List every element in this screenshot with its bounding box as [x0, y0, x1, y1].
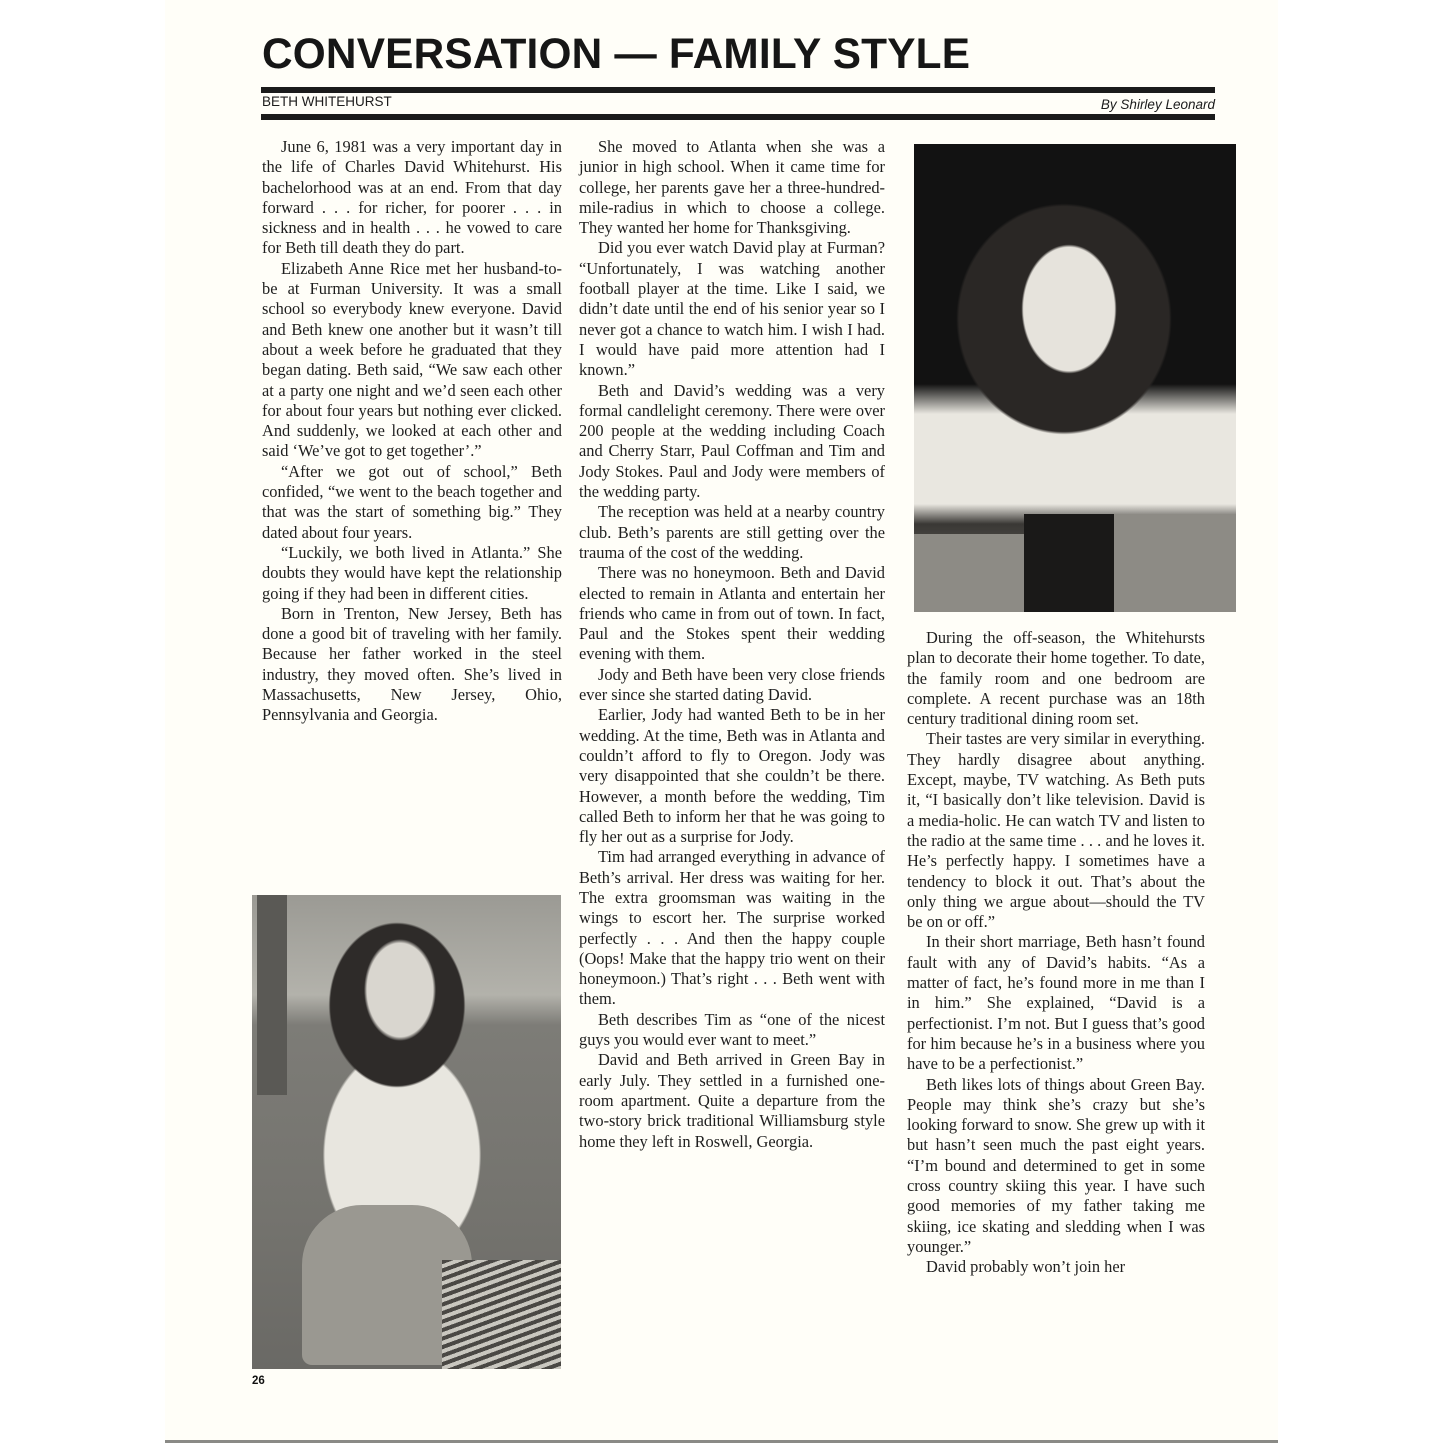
header-rule-top	[261, 87, 1215, 93]
photo-beth-seated-outdoors	[252, 895, 561, 1369]
paragraph: Beth and David’s wedding was a very formal candlelight ceremony. There were over 200 people at the wedding including Coach and Cherry Starr, Paul Coffman and Tim and Jody Stokes. Paul and Jody were members of the wedding party.	[579, 380, 885, 502]
paragraph: Born in Trenton, New Jersey, Beth has done a good bit of traveling with her family. Because her father worked in the steel industry, they moved often. She’s lived in Massachusetts, New Jersey, Ohio, Pennsylvania and Georgia.	[262, 603, 562, 725]
paragraph: Tim had arranged everything in advance of Beth’s arrival. Her dress was waiting for her. The extra groomsman was waiting in the wings to escort her. The surprise worked perfectly . . . And then the happy couple (Oops! Make that the happy trio went on their honeymoon.) That’s right . . . Beth went with them.	[579, 847, 885, 1009]
text-column-3	[907, 628, 1205, 1278]
paragraph: “Luckily, we both lived in Atlanta.” She doubts they would have kept the relationship going if they had been in different cities.	[262, 542, 562, 603]
paragraph: David and Beth arrived in Green Bay in early July. They settled in a furnished one-room apartment. Quite a departure from the two-story brick traditional Williamsburg style home they left in Roswell, Georgia.	[579, 1050, 885, 1151]
paragraph: Elizabeth Anne Rice met her husband-to-be at Furman University. It was a small school so everybody knew everyone. David and Beth knew one another but it wasn’t till about a week before he graduated that they began dating. Beth said, “We saw each other at a party one night and we’d seen each other for about four years but nothing ever clicked. And suddenly, we looked at each other and said ‘We’ve got to get together’.”	[262, 258, 562, 461]
photo-log	[442, 1260, 561, 1369]
header-rule-bottom	[261, 114, 1215, 120]
paragraph: Did you ever watch David play at Furman? “Unfortunately, I was watching another football player at the time. Like I said, we didn’t date until the end of his senior year so I never got a chance to watch him. I wish I had. I would have paid more attention had I known.”	[579, 238, 885, 380]
paragraph: During the off-season, the Whitehursts plan to decorate their home together. To date, the family room and one bedroom are complete. A recent purchase was an 18th century traditional dining room set.	[907, 628, 1205, 729]
paragraph: Jody and Beth have been very close friends ever since she started dating David.	[579, 664, 885, 705]
paragraph: “After we got out of school,” Beth confided, “we went to the beach together and that was the start of something big.” They dated about four years.	[262, 461, 562, 542]
article-title: CONVERSATION — FAMILY STYLE	[262, 30, 971, 78]
text-column-2	[579, 137, 885, 1152]
paragraph: Earlier, Jody had wanted Beth to be in her wedding. At the time, Beth was in Atlanta and couldn’t afford to fly to Oregon. Jody was very disappointed that she couldn’t be there. However, a month before the wedding, Tim called Beth to inform her that he was going to fly her out as a surprise for Jody.	[579, 705, 885, 847]
paragraph: There was no honeymoon. Beth and David elected to remain in Atlanta and entertain her friends who came in from out of town. In fact, Paul and the Stokes spent their wedding evening with them.	[579, 563, 885, 664]
article-byline: By Shirley Leonard	[1100, 97, 1215, 112]
paragraph: Beth likes lots of things about Green Bay. People may think she’s crazy but she’s looking forward to snow. She grew up with it but hasn’t seen much the past eight years. “I’m bound and determined to get in some cross country skiing this year. I have such good memories of my father taking me skiing, ice skating and sledding when I was younger.”	[907, 1074, 1205, 1256]
paragraph: Beth describes Tim as “one of the nicest guys you would ever want to meet.”	[579, 1009, 885, 1050]
photo-tree	[257, 895, 287, 1095]
article-subject: BETH WHITEHURST	[262, 94, 392, 109]
paragraph: Their tastes are very similar in everything. They hardly disagree about anything. Except, maybe, TV watching. As Beth puts it, “I basically don’t like television. David is a media-holic. He can watch TV and listen to the radio at the same time . . . and he loves it. He’s perfectly happy. I sometimes have a tendency to block it out. That’s about the only thing we argue about—should the TV be on or off.”	[907, 729, 1205, 932]
paragraph: David probably won’t join her	[926, 1257, 1126, 1277]
text-column-1	[262, 137, 562, 726]
photo-cardigan-left	[914, 534, 1024, 612]
photo-shirt	[1024, 514, 1114, 612]
magazine-page	[165, 0, 1278, 1443]
page-number: 26	[252, 1375, 265, 1387]
paragraph: The reception was held at a nearby country club. Beth’s parents are still getting over the trauma of the cost of the wedding.	[579, 502, 885, 562]
paragraph: In their short marriage, Beth hasn’t found fault with any of David’s habits. “As a matter of fact, he’s found more in me than I in him.” She explained, “David is a perfectionist. I’m not. But I guess that’s good for him because he’s in a business where you have to be a perfectionist.”	[907, 932, 1205, 1074]
photo-beth-smiling-portrait	[914, 144, 1236, 612]
photo-cardigan-right	[1114, 514, 1236, 612]
paragraph: June 6, 1981 was a very important day in the life of Charles David Whitehurst. His bachelorhood was at an end. From that day forward . . . for richer, for poorer . . . in sickness and in health . . . he vowed to care for Beth till death they do part.	[262, 137, 562, 258]
paragraph: She moved to Atlanta when she was a junior in high school. When it came time for college, her parents gave her a three-hundred-mile-radius in which to choose a college. They wanted her home for Thanksgiving.	[579, 137, 885, 238]
